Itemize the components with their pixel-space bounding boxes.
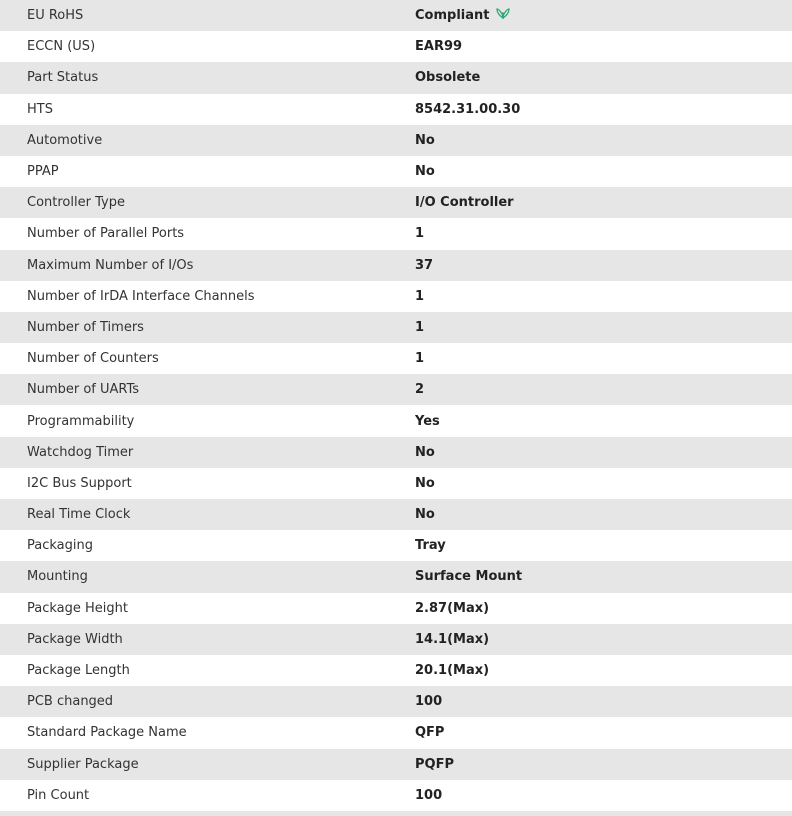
table-row <box>0 343 792 374</box>
spec-label: Number of Timers <box>27 319 144 335</box>
spec-value: 1 <box>415 226 425 242</box>
spec-label: Part Status <box>27 70 99 86</box>
spec-value: PQFP <box>415 756 454 772</box>
spec-label: Watchdog Timer <box>27 444 134 460</box>
spec-value: 1 <box>415 351 425 367</box>
table-row <box>0 530 792 561</box>
spec-value: QFP <box>415 725 445 741</box>
spec-label: PPAP <box>27 164 59 180</box>
spec-value: 100 <box>415 694 443 710</box>
table-row <box>0 561 792 592</box>
table-row <box>0 686 792 717</box>
spec-value: 1 <box>415 288 425 304</box>
table-row <box>0 0 792 31</box>
spec-label: Number of Parallel Ports <box>27 226 185 242</box>
table-row <box>0 312 792 343</box>
table-row <box>0 218 792 249</box>
spec-label: Mounting <box>27 569 88 585</box>
spec-label: Number of Counters <box>27 351 159 367</box>
spec-value: 8542.31.00.30 <box>415 101 521 117</box>
spec-value: EAR99 <box>415 39 463 55</box>
spec-value: 2.87(Max) <box>415 600 490 616</box>
spec-label: Standard Package Name <box>27 725 187 741</box>
spec-value: No <box>415 507 435 523</box>
spec-label: HTS <box>27 101 53 117</box>
spec-label: Package Length <box>27 663 130 679</box>
spec-value: 14.1(Max) <box>415 631 490 647</box>
spec-label: ECCN (US) <box>27 39 96 55</box>
spec-label: Automotive <box>27 132 103 148</box>
table-row <box>0 94 792 125</box>
table-row <box>0 374 792 405</box>
spec-value: Obsolete <box>415 70 481 86</box>
spec-label: Packaging <box>27 538 93 554</box>
table-row <box>0 31 792 62</box>
spec-label: EU RoHS <box>27 8 84 24</box>
table-row <box>0 499 792 530</box>
spec-value: Tray <box>415 538 446 554</box>
spec-value: I/O Controller <box>415 195 514 211</box>
spec-value: 1 <box>415 319 425 335</box>
spec-value: No <box>415 444 435 460</box>
next-row-edge <box>0 811 792 816</box>
table-row <box>0 717 792 748</box>
table-row <box>0 62 792 93</box>
table-row <box>0 468 792 499</box>
spec-label: Pin Count <box>27 787 90 803</box>
spec-label: Supplier Package <box>27 756 139 772</box>
table-row <box>0 593 792 624</box>
leaf-icon <box>496 7 510 23</box>
spec-label: Maximum Number of I/Os <box>27 257 194 273</box>
spec-value: Yes <box>415 413 440 429</box>
table-row <box>0 125 792 156</box>
spec-value: 20.1(Max) <box>415 663 490 679</box>
spec-value: Compliant <box>415 8 490 24</box>
spec-label: Package Height <box>27 600 128 616</box>
table-row <box>0 250 792 281</box>
table-row <box>0 749 792 780</box>
spec-value: 100 <box>415 787 443 803</box>
spec-label: Number of UARTs <box>27 382 140 398</box>
table-row <box>0 780 792 811</box>
table-row <box>0 156 792 187</box>
spec-value-cell <box>415 0 792 31</box>
spec-label: PCB changed <box>27 694 114 710</box>
spec-label: Package Width <box>27 631 123 647</box>
spec-value: 2 <box>415 382 425 398</box>
spec-value: 37 <box>415 257 434 273</box>
table-row <box>0 281 792 312</box>
spec-value: No <box>415 475 435 491</box>
table-row <box>0 437 792 468</box>
spec-value: Surface Mount <box>415 569 523 585</box>
spec-label: Real Time Clock <box>27 507 131 523</box>
spec-value: No <box>415 164 435 180</box>
table-row <box>0 405 792 436</box>
spec-label: Number of IrDA Interface Channels <box>27 288 255 304</box>
spec-value: No <box>415 132 435 148</box>
table-row <box>0 655 792 686</box>
table-row <box>0 624 792 655</box>
spec-label: I2C Bus Support <box>27 475 132 491</box>
spec-label: Programmability <box>27 413 135 429</box>
spec-label: Controller Type <box>27 195 125 211</box>
table-row <box>0 187 792 218</box>
